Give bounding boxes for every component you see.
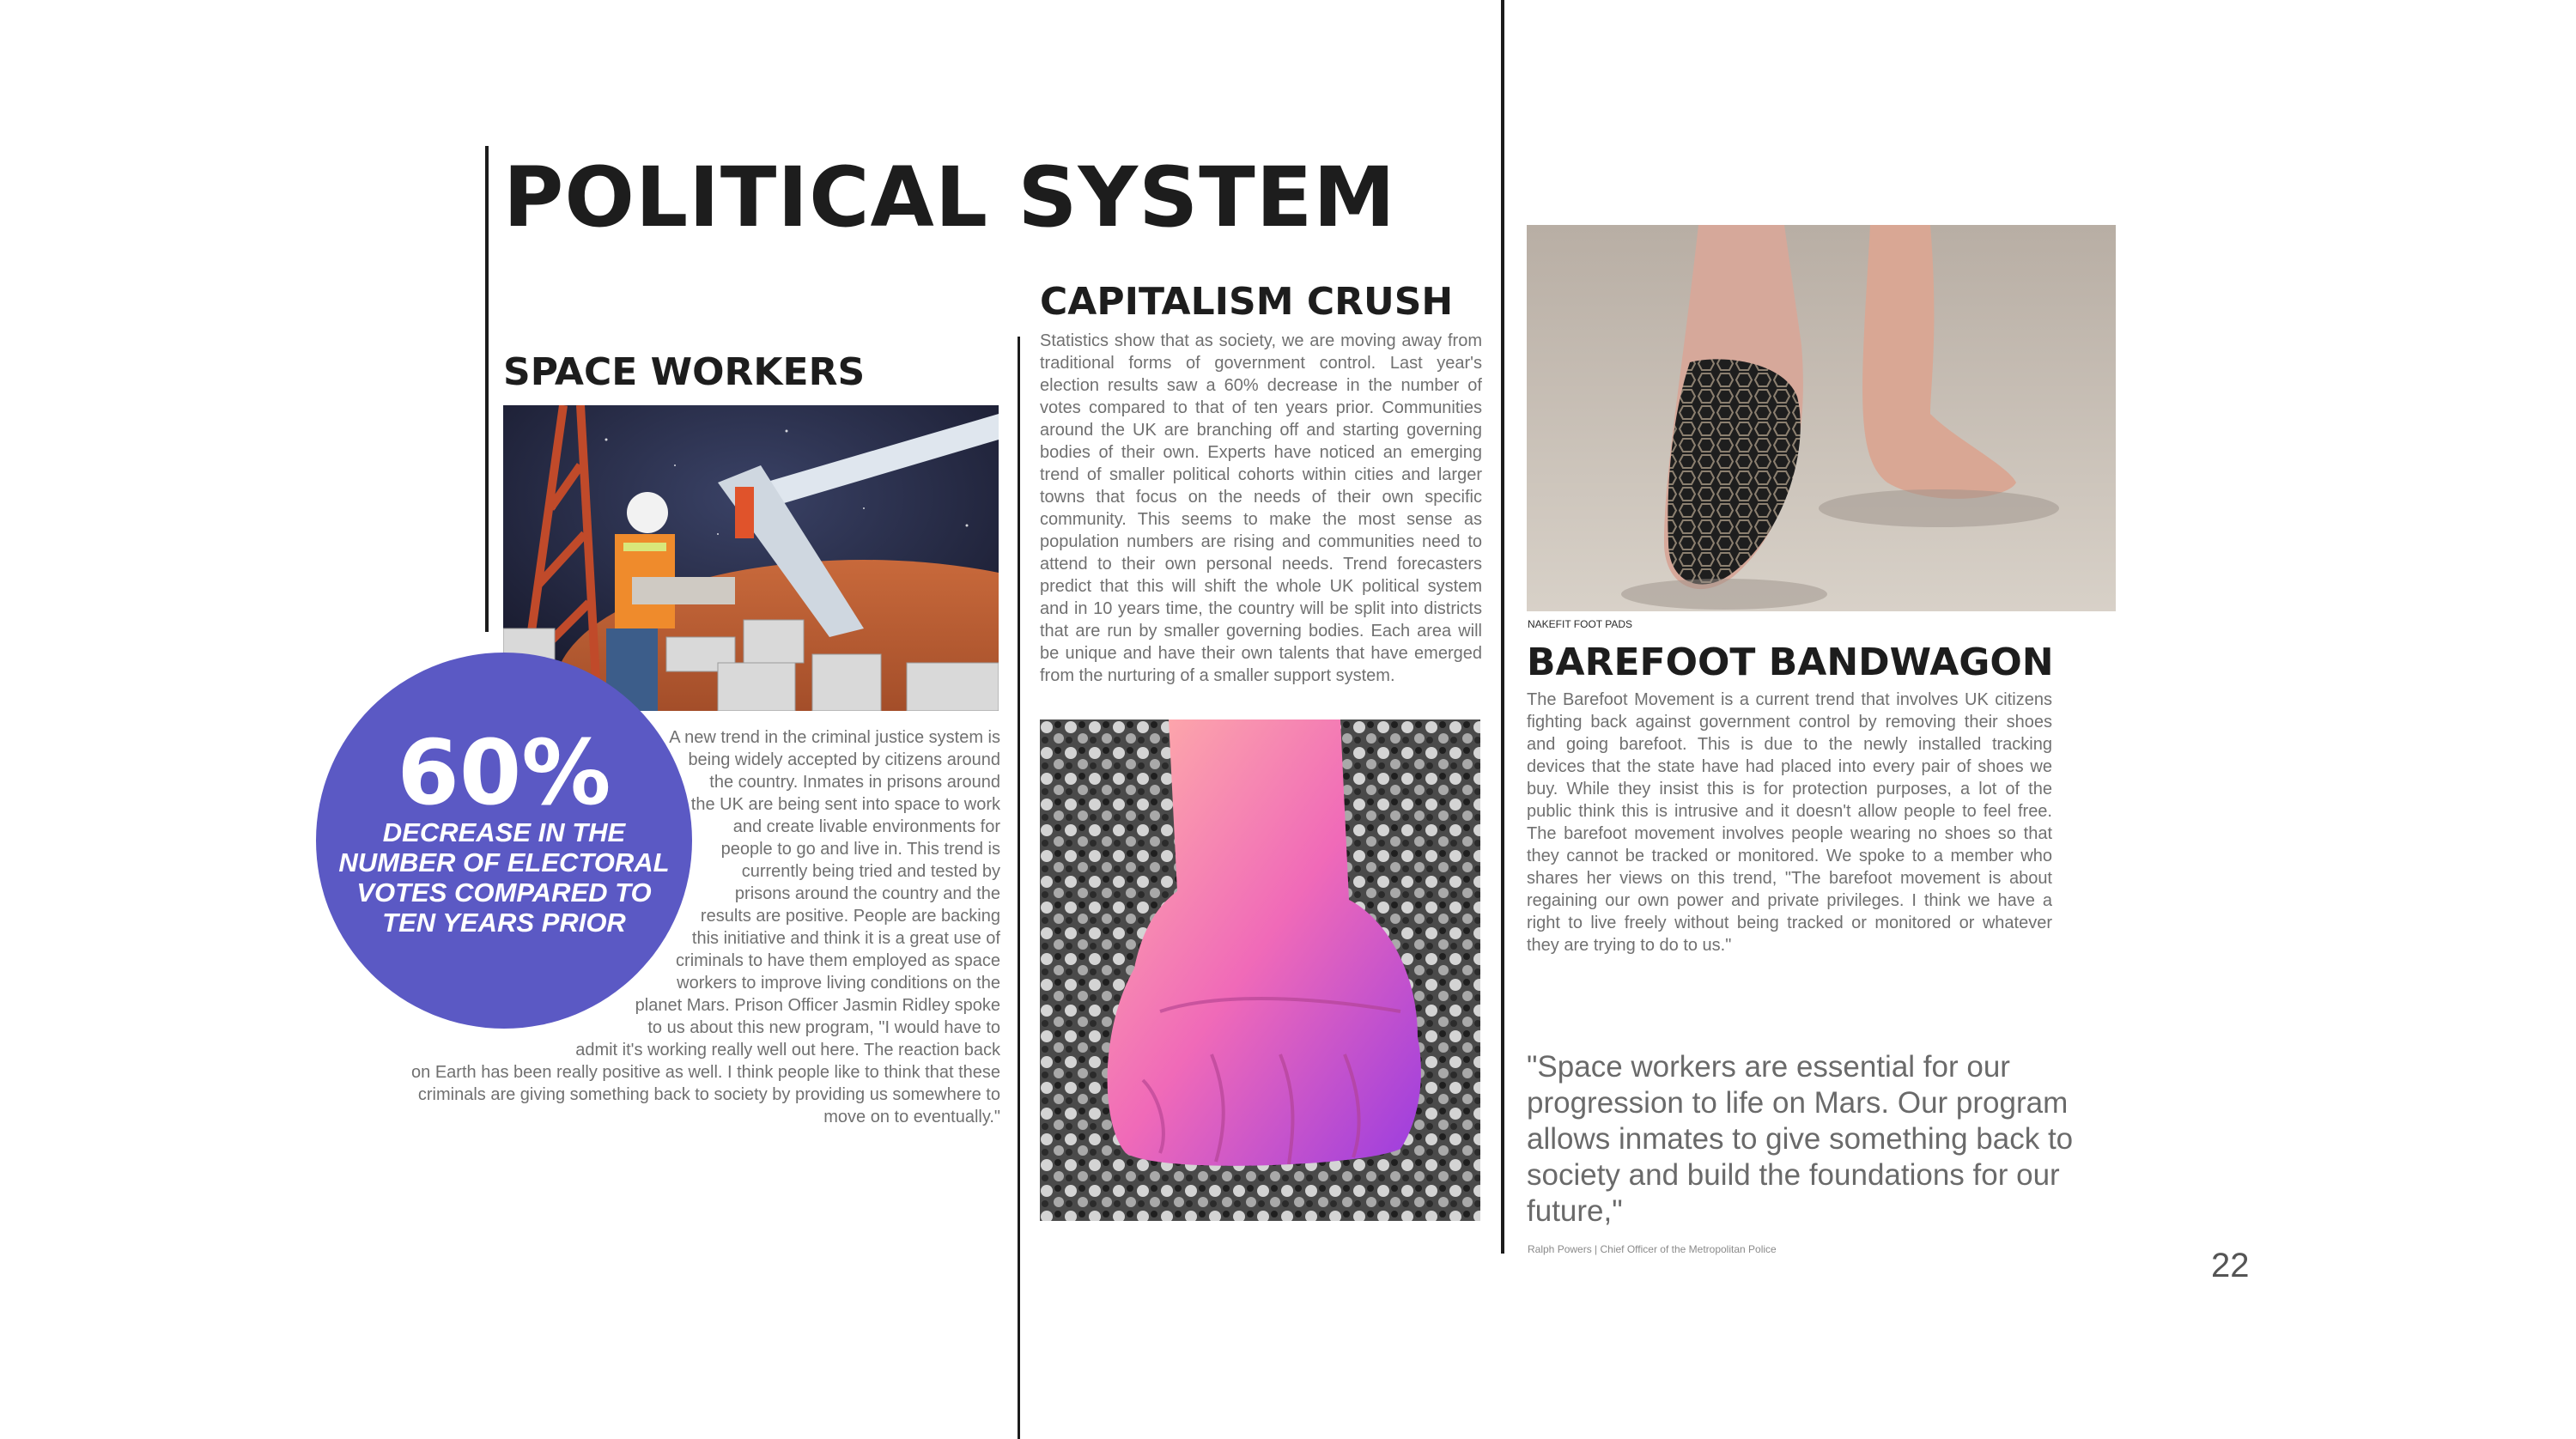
barefoot-image-caption: NAKEFIT FOOT PADS xyxy=(1528,618,1633,630)
space-workers-article xyxy=(402,726,1000,1156)
space-workers-body: A new trend in the criminal justice system is being widely accepted by citizens around the country. Inmates in prisons around the UK are being sent into space to work and create livable environments for people to go and live in. This trend is currently being tried and tested by prisons around the country and the results are positive. People are backing this initiative and think it is a great use of criminals to have them employed as space workers to improve living conditions on the planet Mars. Prison Officer Jasmin Ridley spoke to us about this new program, "I would have to admit it's working really well out here. The reaction back on Earth has been really positive as well. I think people like to think that these criminals are giving something back to society by providing us somewhere to move on to eventually." xyxy=(411,728,1000,1126)
column-rule-right xyxy=(1501,0,1504,1254)
column-rule-left xyxy=(1018,337,1020,1439)
space-workers-heading: SPACE WORKERS xyxy=(503,350,866,394)
capitalism-crush-body: Statistics show that as society, we are moving away from traditional forms of government control. Last year's election results saw a 60% decrease in the number of votes compared to that of ten years prior. Communities around the UK are branching off and starting governing bodies of their own. Experts have noticed an emerging trend of smaller political cohorts within cities and larger towns that focus on the needs of their own specific community. This seems to make the most sense as population numbers are rising and communities need to attend to their own personal needs. Trend forecasters predict that this will shift the whole UK political system and in 10 years time, the country will be split into districts that are run by smaller governing bodies. Each area will be unique and have their own talents that have emerged from the nurturing of a smaller support system. xyxy=(1040,331,1482,685)
title-rule xyxy=(485,146,489,632)
page-number: 22 xyxy=(2211,1247,2250,1284)
space-worker-image xyxy=(503,405,999,711)
barefoot-image xyxy=(1527,225,2116,611)
fist-image xyxy=(1040,720,1480,1221)
page-title: POLITICAL SYSTEM xyxy=(503,149,1396,246)
capitalism-crush-heading: CAPITALISM CRUSH xyxy=(1040,280,1454,324)
stat-value: 60% xyxy=(397,720,611,825)
stat-label: DECREASE IN THE NUMBER OF ELECTORAL VOTES COMPARED TO TEN YEARS PRIOR xyxy=(338,817,670,938)
pull-quote-credit: Ralph Powers | Chief Officer of the Metropolitan Police xyxy=(1528,1243,1777,1255)
barefoot-bandwagon-heading: BAREFOOT BANDWAGON xyxy=(1527,641,2054,684)
pull-quote: "Space workers are essential for our progression to life on Mars. Our program allows inmates to give something back to society and build the foundations for our future," xyxy=(1527,1050,2074,1228)
barefoot-bandwagon-body: The Barefoot Movement is a current trend that involves UK citizens fighting back against government control by removing their shoes and going barefoot. This is due to the newly installed tracking devices that the state have had placed into every pair of shoes we buy. While they insist this is for protection purposes, a lot of the public think this is intrusive and it doesn't allow people to feel free. The barefoot movement involves people wearing no shoes so that they cannot be tracked or monitored. We spoke to a member who shares her views on this trend, "The barefoot movement is about regaining our own power and private privileges. I think we have a right to live freely without being tracked or monitored or whatever they are trying to do to us." xyxy=(1527,690,2052,955)
